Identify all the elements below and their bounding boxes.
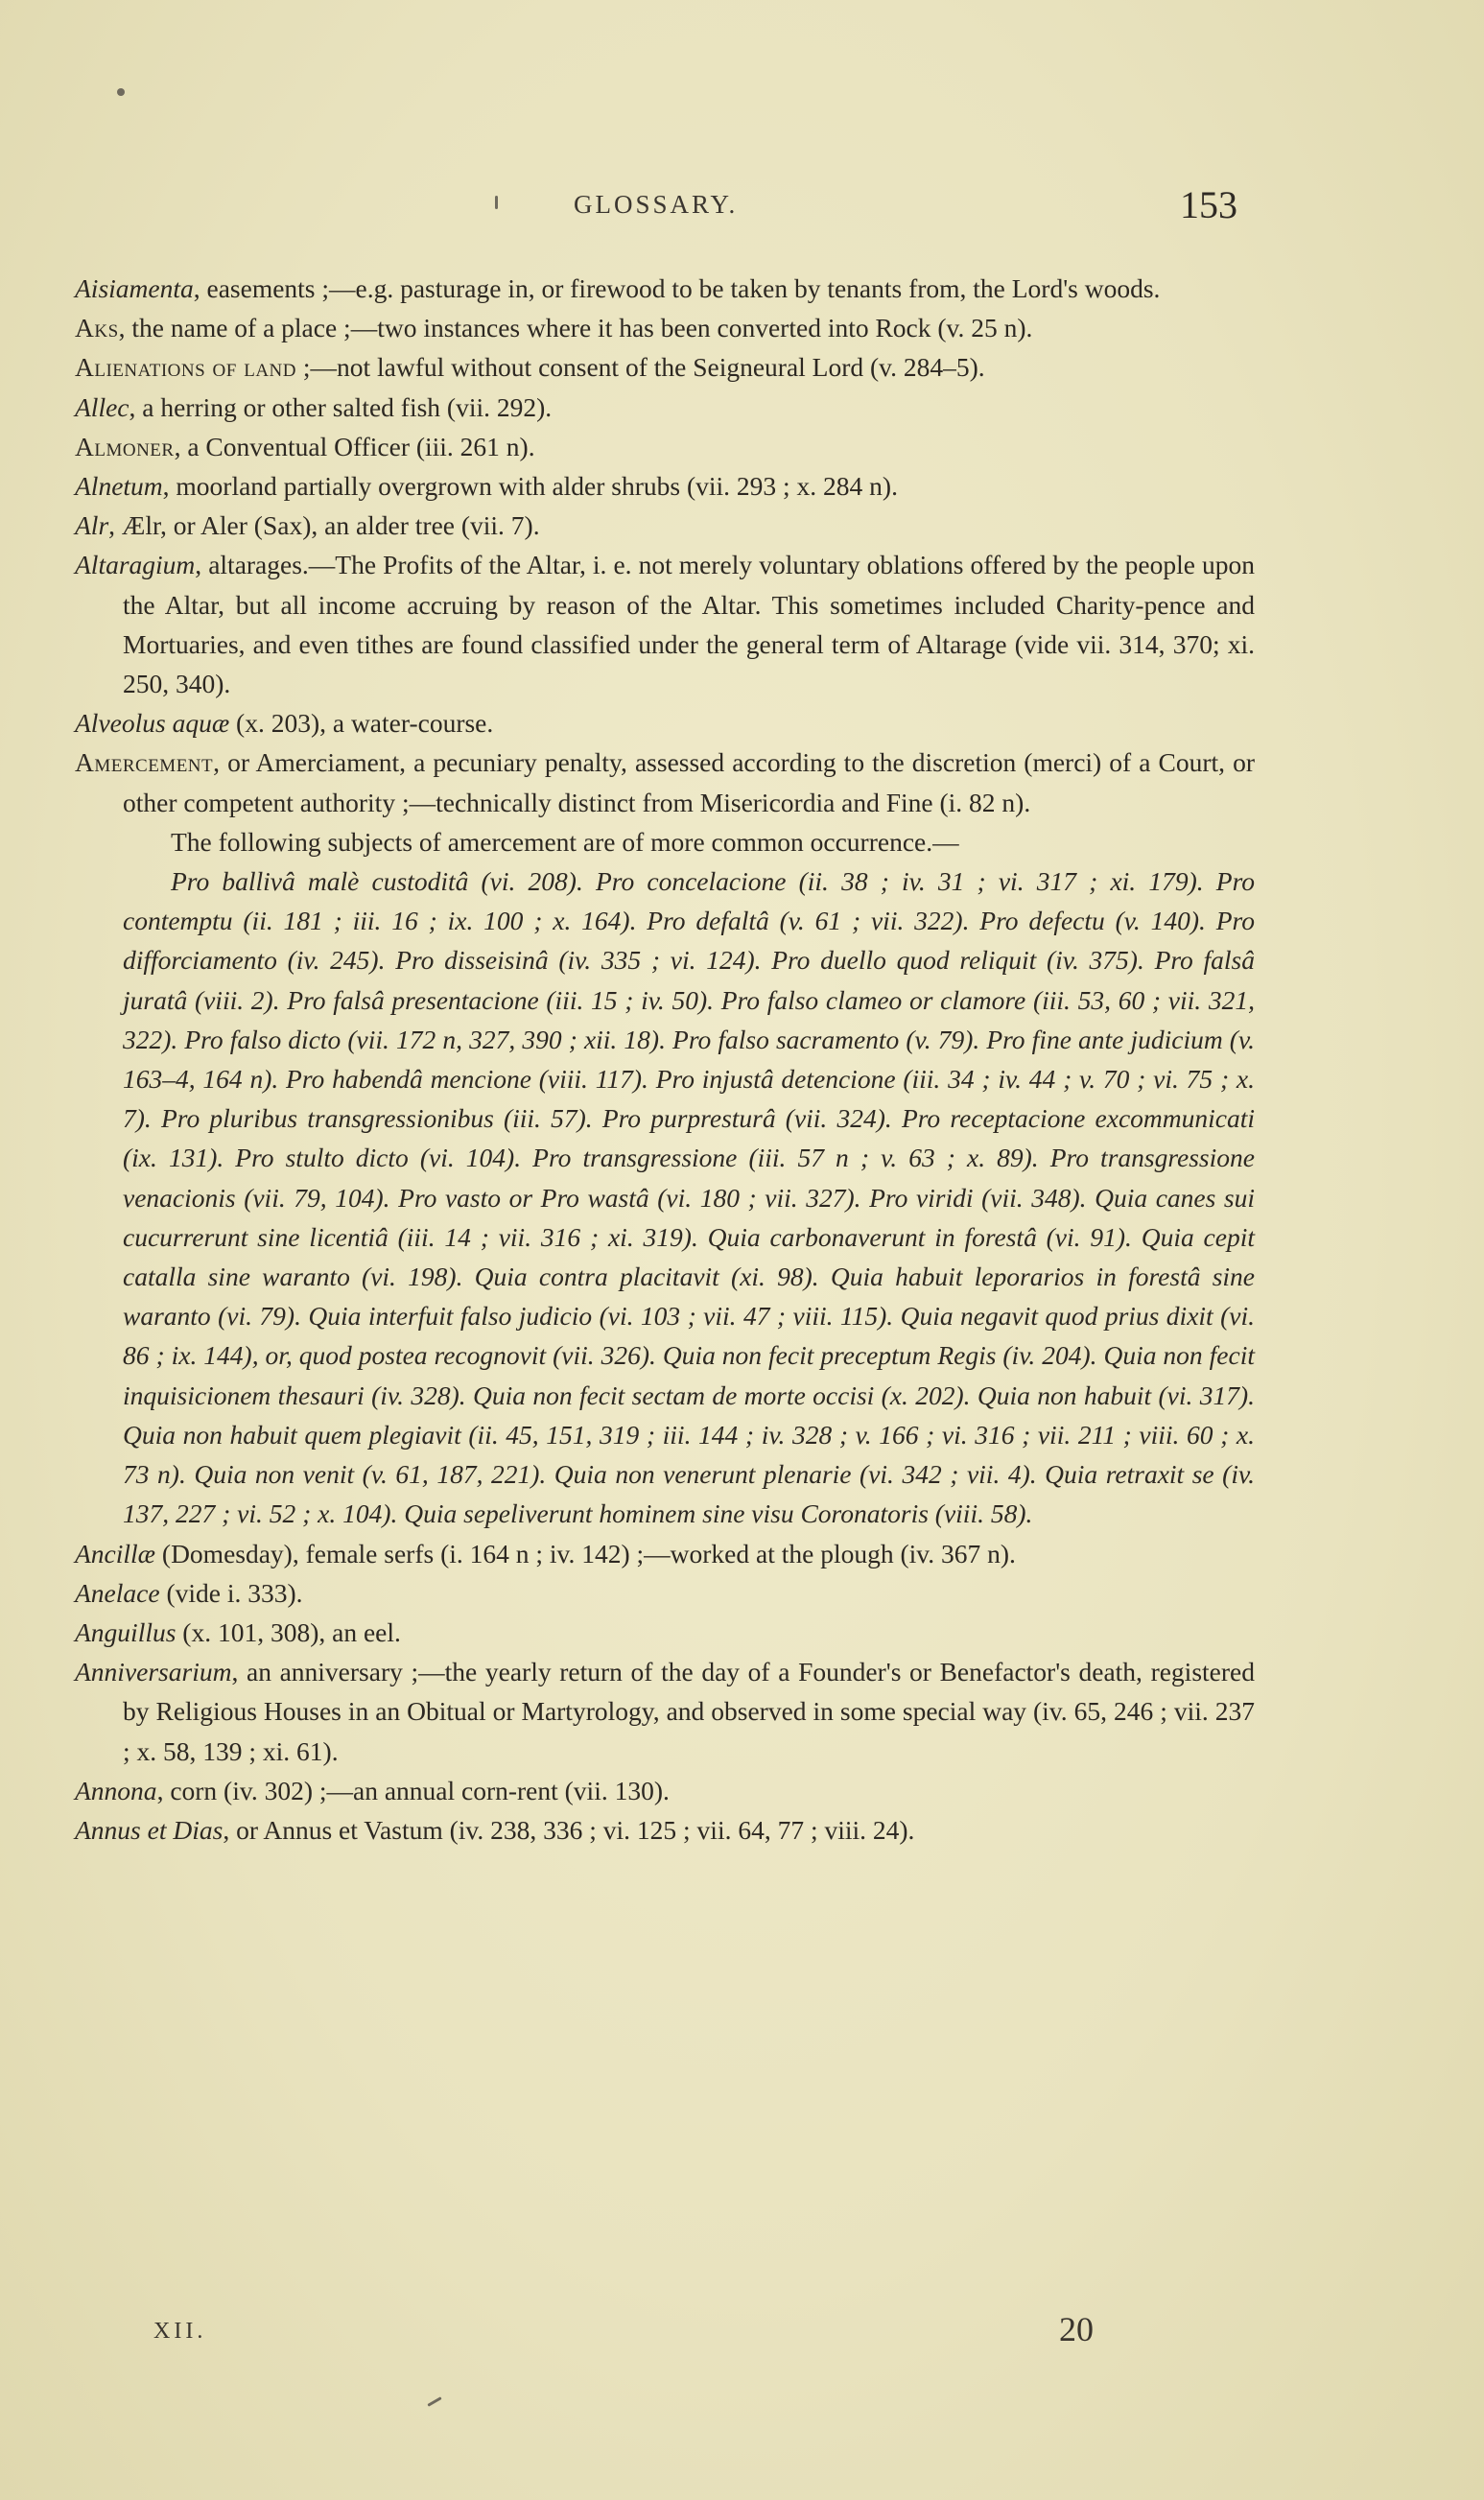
glossary-entry-allec [75, 388, 1255, 427]
page-number: 153 [1180, 183, 1237, 226]
page-header [0, 182, 1484, 240]
entry-text: (x. 203), a water-course. [229, 708, 494, 739]
entry-headword: Alnetum [75, 471, 163, 502]
glossary-entry-annona [75, 1771, 1255, 1810]
glossary-entry-alienations [75, 347, 1255, 387]
glossary-entry-aisiamenta [75, 269, 1255, 308]
entry-headword: Alveolus aquæ [75, 708, 230, 739]
glossary-entry-annus-et-dias [75, 1810, 1255, 1850]
glossary-entry-ancillae [75, 1534, 1255, 1573]
entry-headword: Altaragium [75, 550, 196, 580]
entry-text: , an anniversary ;—the yearly return of the day of a Founder's or Benefactor's death, registered by Religious Houses in an Obitual or Martyrology, and observed in some special way (iv. 65, 246 ; vii. 237 ; x. 58, 139 ; xi. 61). [123, 1657, 1255, 1766]
entry-headword: Anelace [75, 1577, 160, 1608]
entry-headword: Aks [75, 313, 119, 343]
glossary-entry-alr [75, 506, 1255, 545]
entry-text: , a herring or other salted fish (vii. 292). [129, 391, 553, 422]
entry-text: Pro ballivâ malè custoditâ (vi. 208). Pro concelacione (ii. 38 ; iv. 31 ; vi. 317 ; xi. 179). Pro contemptu (ii. 181 ; iii. 16 ; ix. 100 ; x. 164). Pro defaltâ (v. 61 ; vii. 322). Pro defectu (v. 140). Pro difforciamento (iv. 245). Pro disseisinâ (iv. 335 ; vi. 124). Pro duello quod reliquit (iv. 375). Pro falsâ juratâ (viii. 2). Pro falsâ presentacione (iii. 15 ; iv. 50). Pro falso clameo or clamore (iii. 53, 60 ; vii. 321, 322). Pro falso dicto (vii. 172 n, 327, 390 ; xii. 18). Pro falso sacramento (v. 79). Pro fine ante judicium (v. 163–4, 164 n). Pro habendâ mencione (viii. 117). Pro injustâ detencione (iii. 34 ; iv. 44 ; v. 70 ; vi. 75 ; x. 7). Pro pluribus transgressionibus (iii. 57). Pro purpresturâ (vii. 324). Pro receptacione excommunicati (ix. 131). Pro stulto dicto (vi. 104). Pro transgressione (iii. 57 n ; v. 63 ; x. 89). Pro transgressione venacionis (vii. 79, 104). Pro vasto or Pro wastâ (vi. 180 ; vii. 327). Pro viridi (vii. 348). Quia canes sui cucurrerunt sine licentiâ (iii. 14 ; vii. 316 ; xi. 319). Quia carbonaverunt in forestâ (vi. 91). Quia cepit catalla sine waranto (vi. 198). Quia contra placitavit (xi. 98). Quia habuit leporarios in forestâ sine waranto (vi. 79). Quia interfuit falso judicio (vi. 103 ; vii. 47 ; viii. 115). Quia negavit quod prius dixit (vi. 86 ; ix. 144), or, quod postea recognovit (vii. 326). Quia non fecit preceptum Regis (iv. 204). Quia non fecit inquisicionem thesauri (iv. 328). Quia non fecit sectam de morte occisi (x. 202). Quia non habuit (vi. 317). Quia non habuit quem plegiavit (ii. 45, 151, 319 ; iii. 144 ; iv. 328 ; v. 166 ; vi. 316 ; vii. 211 ; viii. 60 ; x. 73 n). Quia non venit (v. 61, 187, 221). Quia non venerunt plenarie (vi. 342 ; vii. 4). Quia retraxit se (iv. 137, 227 ; vi. 52 ; x. 104). Quia sepeliverunt hominem sine visu Coronatoris (viii. 58). [123, 866, 1255, 1529]
glossary-entry-altaragium [75, 545, 1255, 703]
glossary-entry-anguillus [75, 1613, 1255, 1652]
entry-text: (x. 101, 308), an eel. [176, 1616, 401, 1647]
entry-headword: Alr [75, 510, 109, 541]
glossary-entry-amercement [75, 743, 1255, 821]
entry-headword: Allec [75, 391, 130, 422]
entry-text: , easements ;—e.g. pasturage in, or firewood to be taken by tenants from, the Lord's woods. [193, 273, 1161, 303]
entry-text: (Domesday), female serfs (i. 164 n ; iv. 142) ;—worked at the plough (iv. 367 n). [155, 1538, 1016, 1568]
entry-text: , altarages.—The Profits of the Altar, i. e. not merely voluntary oblations offered by the people upon the Altar, but all income accruing by reason of the Altar. This sometimes included Charity-pence and Mortuaries, and even tithes are found classified under the general term of Altarage (vide vii. 314, 370; xi. 250, 340). [123, 550, 1255, 699]
glossary-entry-alnetum [75, 466, 1255, 506]
sheet-number: 20 [1059, 2310, 1094, 2348]
entry-text: , moorland partially overgrown with alder shrubs (vii. 293 ; x. 284 n). [162, 471, 898, 502]
entry-headword: Anguillus [75, 1616, 177, 1647]
glossary-entry-alveolus [75, 703, 1255, 743]
entry-text: , or Annus et Vastum (iv. 238, 336 ; vi. 125 ; vii. 64, 77 ; viii. 24). [223, 1814, 915, 1845]
amercement-intro [75, 822, 1255, 861]
entry-headword: Amercement [75, 747, 214, 778]
glossary-entry-almoner [75, 427, 1255, 466]
entry-text: ;—not lawful without consent of the Seigneural Lord (v. 284–5). [296, 352, 985, 383]
entry-text: (vide i. 333). [159, 1577, 303, 1608]
entry-headword: Anniversarium [75, 1657, 232, 1687]
ink-speck-bottom [427, 2396, 441, 2407]
entry-text: The following subjects of amercement are of more common occurrence.— [171, 826, 959, 857]
ink-speck-top [117, 88, 125, 96]
entry-headword: Annus et Dias [75, 1814, 224, 1845]
signature-mark: XII. [153, 2319, 207, 2344]
entry-headword: Alienations of land [75, 352, 296, 383]
glossary-entry-anniversarium [75, 1652, 1255, 1771]
entry-text: , the name of a place ;—two instances where it has been converted into Rock (v. 25 n). [118, 313, 1033, 343]
ink-speck-header [495, 196, 498, 209]
glossary-entry-anelace [75, 1573, 1255, 1613]
entry-headword: Annona [75, 1775, 157, 1805]
entry-text: , Ælr, or Aler (Sax), an alder tree (vii. 7). [108, 510, 540, 541]
glossary-body [75, 269, 1255, 1850]
entry-text: , or Amerciament, a pecuniary penalty, assessed according to the discretion (merci) of a Court, or other competent authority ;—technically distinct from Misericordia and Fine (i. 82 n). [123, 747, 1255, 817]
entry-text: , corn (iv. 302) ;—an annual corn-rent (vii. 130). [156, 1775, 670, 1805]
entry-headword: Aisiamenta [75, 273, 194, 303]
entry-text: , a Conventual Officer (iii. 261 n). [174, 431, 535, 461]
entry-headword: Ancillæ [75, 1538, 156, 1568]
running-head: GLOSSARY. [574, 190, 739, 219]
entry-headword: Almoner [75, 431, 175, 461]
page-footer [0, 2307, 1484, 2365]
amercement-subjects [75, 861, 1255, 1533]
glossary-entry-aks [75, 308, 1255, 347]
